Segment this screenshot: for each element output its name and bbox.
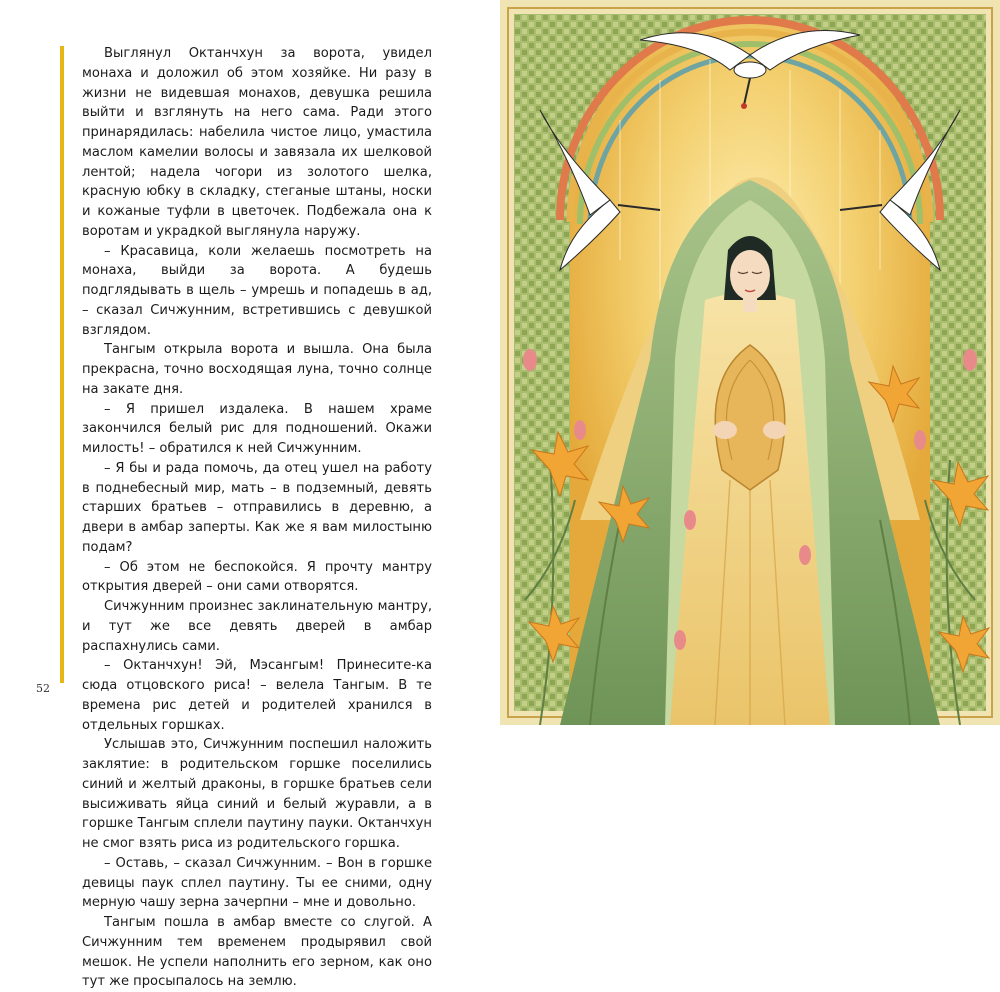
page-number: 52: [36, 682, 50, 695]
paragraph: Сичжунним произнес заклинательную мантру, и тут же все девять дверей в амбар распахнулись сами.: [82, 599, 432, 654]
paragraph: Услышав это, Сичжунним поспешил наложить заклятие: в родительском горшке поселились синий и желтый драконы, в горшке братьев сели высиживать яйца синий и белый журавли, а в горшке Тангым сплели паутину пауки. Октанчхун не смог взять риса из родительского горшка.: [82, 737, 432, 851]
gold-margin-rule: [60, 46, 64, 683]
paragraph: Тангым открыла ворота и вышла. Она была прекрасна, точно восходящая луна, точно солнце на закате дня.: [82, 342, 432, 397]
left-page: [0, 0, 500, 990]
paragraph: Тангым пошла в амбар вместе со слугой. А Сичжунним тем временем продырявил свой мешок. Не успели наполнить его зерном, как оно тут же просыпалось на землю.: [82, 915, 432, 990]
paragraph: – Оставь, – сказал Сичжунним. – Вон в горшке девицы паук сплел паутину. Ты ее сними, одну мерную чашу зерна зачерпни – мне и довольно.: [82, 855, 432, 911]
illustration-woman-with-rice: [500, 0, 1000, 725]
paragraph: – Я пришел издалека. В нашем храме закончился белый рис для подношений. Окажи милость! – обратился к ней Сичжунним.: [82, 401, 432, 456]
paragraph: Выглянул Октанчхун за ворота, увидел монаха и доложил об этом хозяйке. Ни разу в жизни не видевшая монахов, девушка решила выйти и взглянуть на него сама. Ради этого принарядилась: набелила чистое лицо, умастила маслом камелии волосы и завязала их шелковой лентой; надела чогори из золотого шелка, красную юбку в складку, стеганые штаны, носки и кожаные туфли в цветочек. Подбежала она к воротам и украдкой выглянула наружу.: [82, 46, 432, 239]
paragraph: – Октанчхун! Эй, Мэсангым! Принесите-ка сюда отцовского риса! – велела Тангым. В те времена рис детей и родителей хранился в отдельных горшках.: [82, 658, 432, 733]
paragraph: – Я бы и рада помочь, да отец ушел на работу в поднебесный мир, мать – в подземный, девять старших братьев – отправились в деревню, а двери в амбар заперты. Как же я вам милостыню подам?: [82, 460, 432, 555]
story-text: [82, 44, 432, 992]
paragraph: – Красавица, коли желаешь посмотреть на монаха, выйди за ворота. А будешь подглядывать в щель – умрешь и попадешь в ад, – сказал Сичжунним, встретившись с девушкой взглядом.: [82, 243, 432, 338]
paragraph: – Об этом не беспокойся. Я прочту мантру открытия дверей – они сами отворятся.: [82, 559, 432, 595]
illustration-page: [500, 0, 1000, 725]
